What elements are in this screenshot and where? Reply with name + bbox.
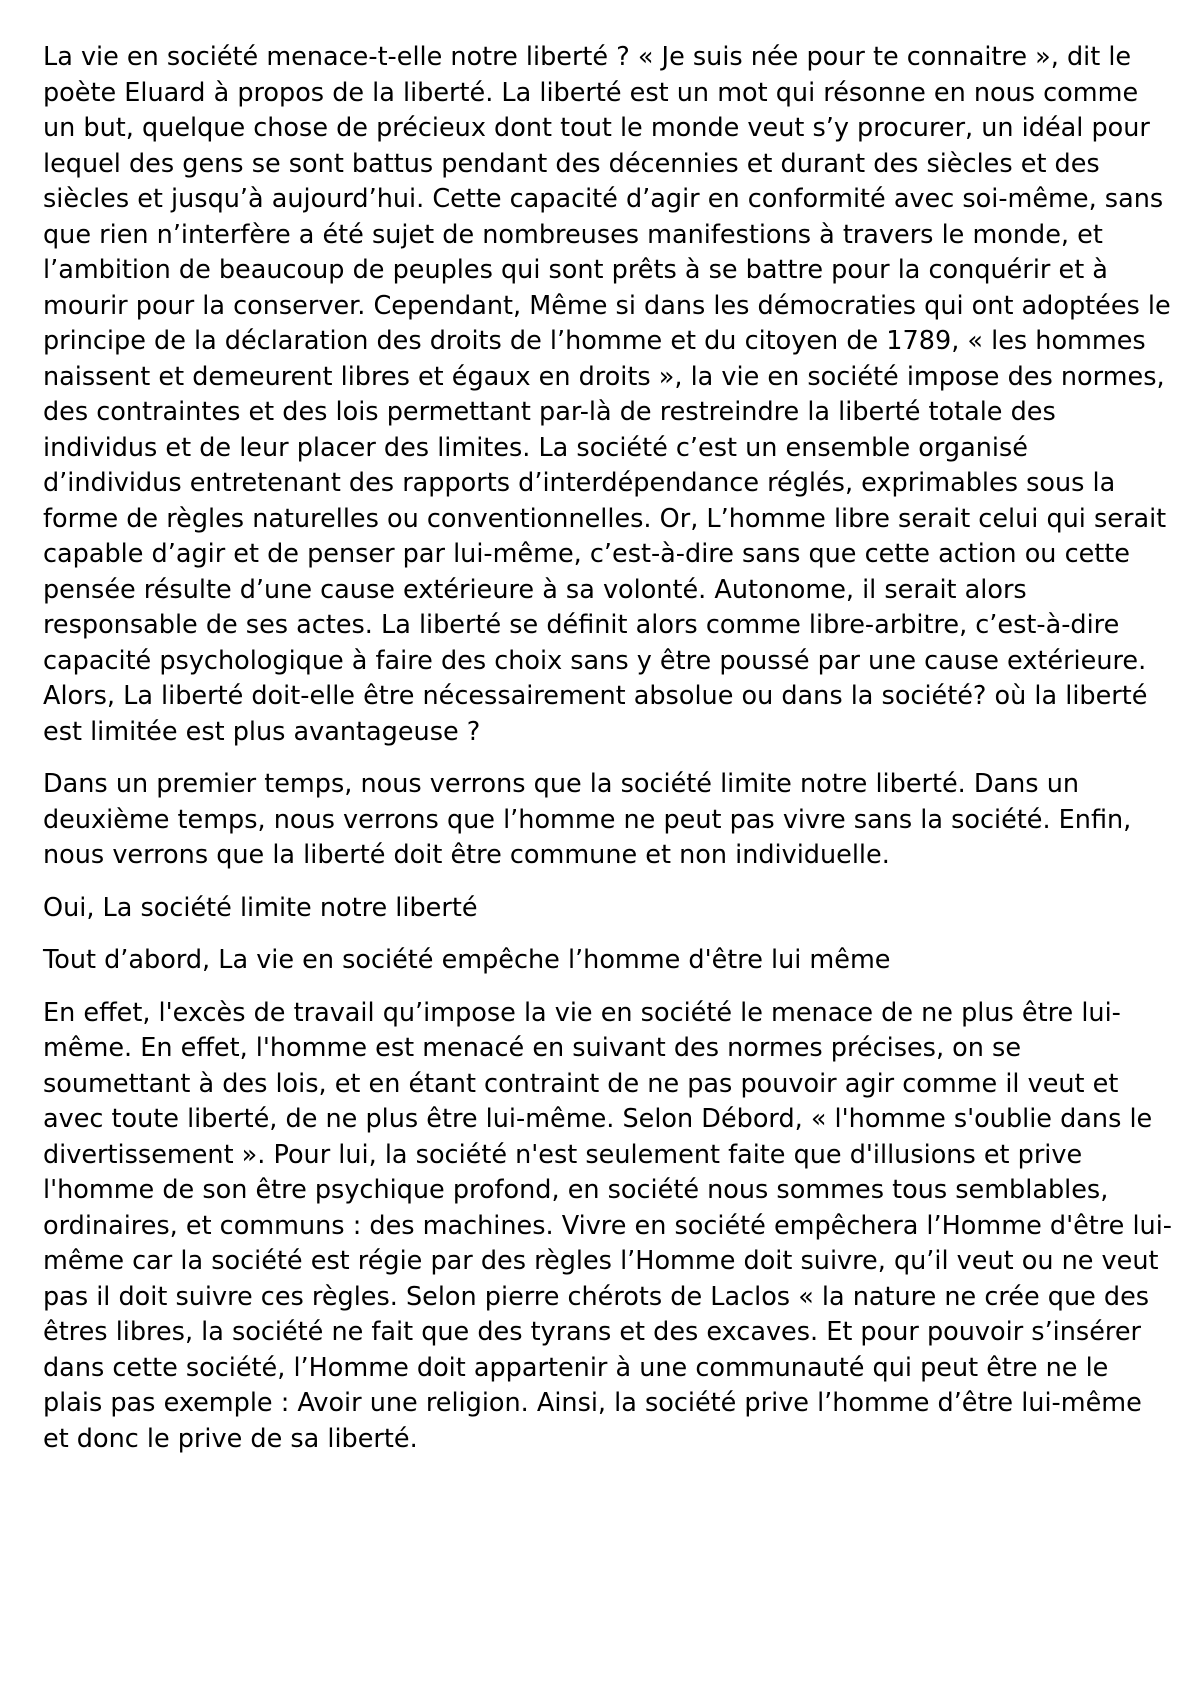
body-paragraph: En effet, l'excès de travail qu’impose la vie en société le menace de ne plus être lui-même. En effet, l'homme est menacé en suivant des normes précises, on se soumettant à des lois, et en étant contraint de ne pas pouvoir agir comme il veut et avec toute liberté, de ne plus être lui-même. Selon Débord, « l'homme s'oublie dans le divertissement ». Pour lui, la société n'est seulement faite que d'illusions et prive l'homme de son être psychique profond, en société nous sommes tous semblables, ordinaires, et communs : des machines. Vivre en société empêchera l’Homme d'être lui-même car la société est régie par des règles l’Homme doit suivre, qu’il veut ou ne veut pas il doit suivre ces règles. Selon pierre chérots de Laclos « la nature ne crée que des êtres libres, la société ne fait que des tyrans et des excaves. Et pour pouvoir s’insérer dans cette société, l’Homme doit appartenir à une communauté qui peut être ne le plais pas exemple : Avoir une religion. Ainsi, la société prive l’homme d’être lui-même et donc le prive de sa liberté.: [43, 997, 1173, 1454]
document-page: [43, 40, 1173, 1474]
intro-paragraph: La vie en société menace-t-elle notre liberté ? « Je suis née pour te connaitre », dit le poète Eluard à propos de la liberté. La liberté est un mot qui résonne en nous comme un but, quelque chose de précieux dont tout le monde veut s’y procurer, un idéal pour lequel des gens se sont battus pendant des décennies et durant des siècles et des siècles et jusqu’à aujourd’hui. Cette capacité d’agir en conformité avec soi-même, sans que rien n’interfère a été sujet de nombreuses manifestions à travers le monde, et l’ambition de beaucoup de peuples qui sont prêts à se battre pour la conquérir et à mourir pour la conserver. Cependant, Même si dans les démocraties qui ont adoptées le principe de la déclaration des droits de l’homme et du citoyen de 1789, « les hommes naissent et demeurent libres et égaux en droits », la vie en société impose des normes, des contraintes et des lois permettant par-là de restreindre la liberté totale des individus et de leur placer des limites. La société c’est un ensemble organisé d’individus entretenant des rapports d’interdépendance réglés, exprimables sous la forme de règles naturelles ou conventionnelles. Or, L’homme libre serait celui qui serait capable d’agir et de penser par lui-même, c’est-à-dire sans que cette action ou cette pensée résulte d’une cause extérieure à sa volonté. Autonome, il serait alors responsable de ses actes. La liberté se définit alors comme libre-arbitre, c’est-à-dire capacité psychologique à faire des choix sans y être poussé par une cause extérieure. Alors, La liberté doit-elle être nécessairement absolue ou dans la société? où la liberté est limitée est plus avantageuse ?: [43, 42, 1171, 747]
subpart-heading: Tout d’abord, La vie en société empêche l’homme d'être lui même: [43, 945, 891, 975]
part-heading: Oui, La société limite notre liberté: [43, 892, 478, 923]
plan-paragraph: Dans un premier temps, nous verrons que la société limite notre liberté. Dans un deuxième temps, nous verrons que l’homme ne peut pas vivre sans la société. Enfin, nous verrons que la liberté doit être commune et non individuelle.: [43, 769, 1132, 870]
